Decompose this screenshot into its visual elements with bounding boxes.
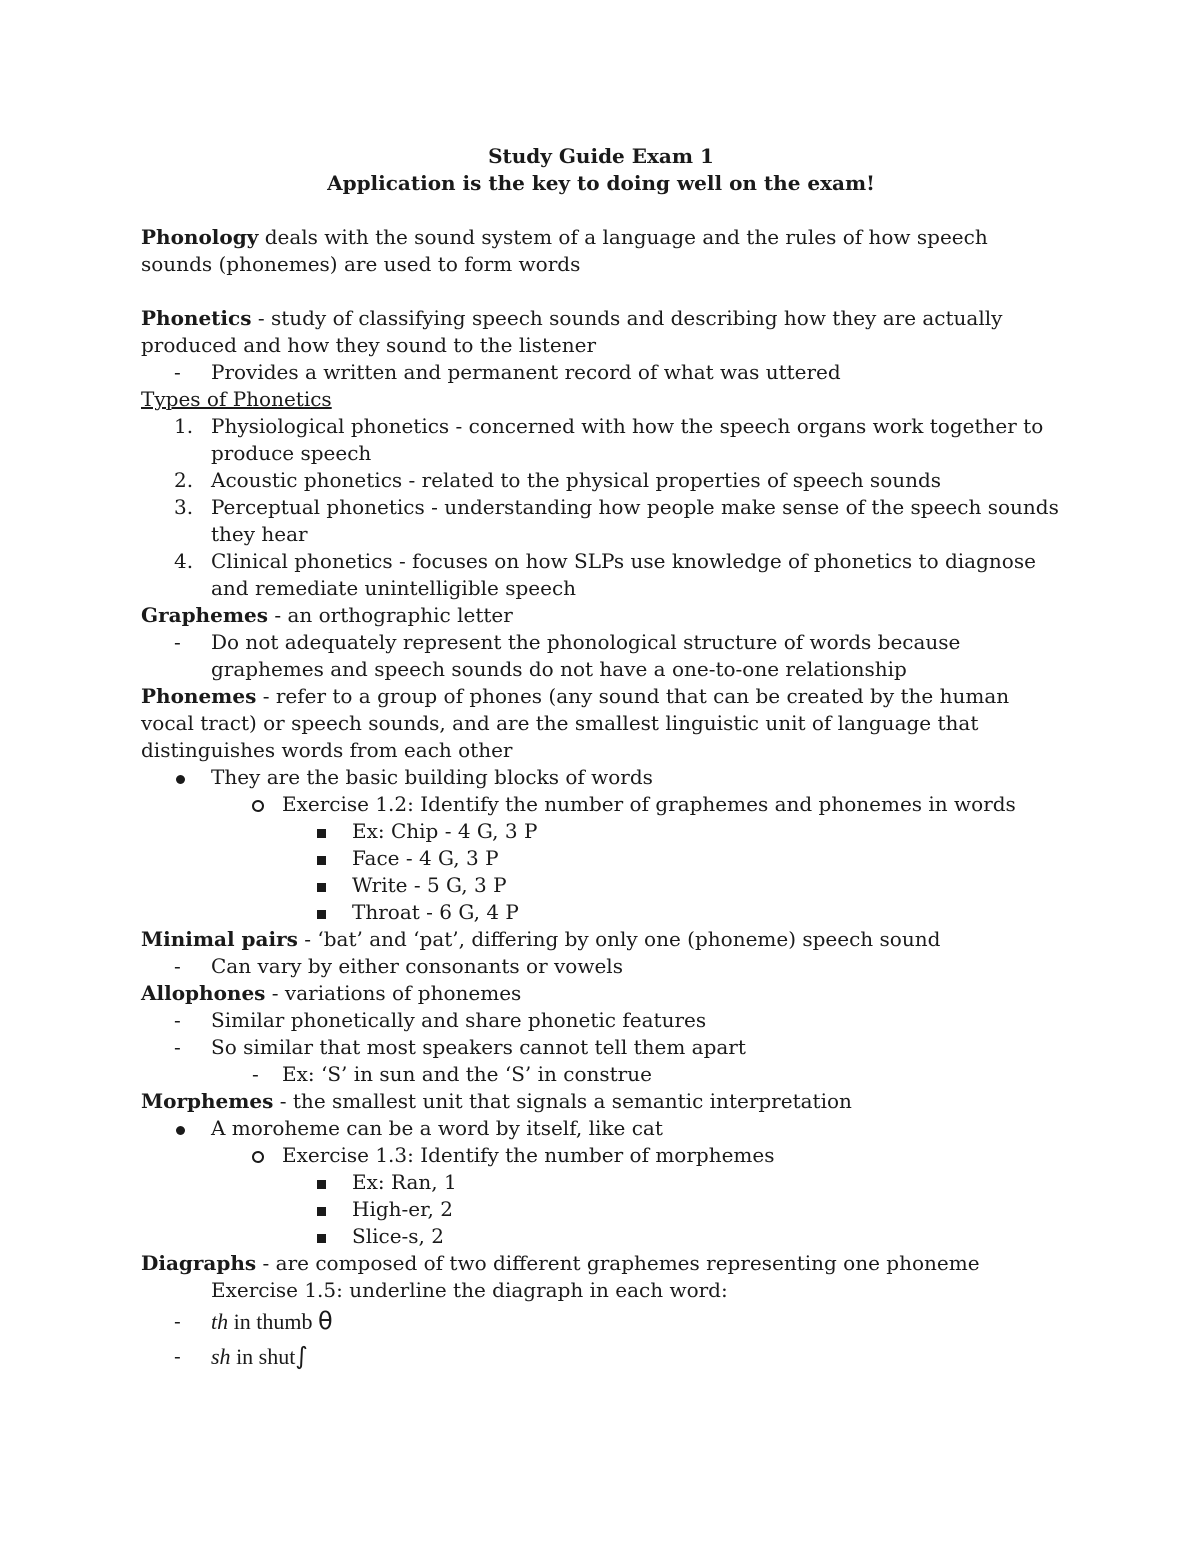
digraph-sh: sh bbox=[211, 1344, 231, 1369]
minimal-pairs-entry: Minimal pairs - ‘bat’ and ‘pat’, differing by only one (phoneme) speech sound bbox=[141, 927, 941, 951]
dash-marker: - bbox=[174, 954, 181, 978]
document-title: Study Guide Exam 1 bbox=[488, 144, 714, 168]
list-item: 4. Clinical phonetics - focuses on how SLPs use knowledge of phonetics to diagnose and remediate unintelligible speech bbox=[174, 549, 1036, 600]
document-subtitle: Application is the key to doing well on the exam! bbox=[327, 171, 875, 195]
number-marker: 2. bbox=[174, 468, 194, 492]
list-item: - sh in shut∫ bbox=[141, 1339, 1061, 1374]
dash-marker: - bbox=[174, 1008, 181, 1032]
dash-marker: - bbox=[174, 1344, 181, 1368]
bullet-square-icon bbox=[317, 1207, 326, 1216]
phonology-entry bbox=[141, 224, 1061, 278]
bullet-circle-icon bbox=[252, 800, 264, 812]
term-graphemes: Graphemes bbox=[141, 603, 268, 627]
term-diagraphs: Diagraphs bbox=[141, 1251, 257, 1275]
dash-marker: - bbox=[174, 1309, 181, 1333]
list-item: Ex: Chip - 4 G, 3 P bbox=[141, 818, 1061, 845]
list-item: - So similar that most speakers cannot tell them apart bbox=[174, 1035, 746, 1059]
bullet-square-icon bbox=[317, 856, 326, 865]
bullet-square-icon bbox=[317, 829, 326, 838]
dash-marker: - bbox=[174, 630, 181, 654]
list-item: - Similar phonetically and share phonetic features bbox=[174, 1008, 707, 1032]
list-item: - Ex: ‘S’ in sun and the ‘S’ in construe bbox=[252, 1062, 652, 1086]
dash-marker: - bbox=[174, 360, 181, 384]
list-item: 1. Physiological phonetics - concerned with how the speech organs work together to produce speech bbox=[174, 414, 1044, 465]
list-item: Face - 4 G, 3 P bbox=[141, 845, 1061, 872]
document-body bbox=[141, 143, 1061, 1374]
list-item: Slice-s, 2 bbox=[141, 1223, 1061, 1250]
types-of-phonetics-heading: Types of Phonetics bbox=[141, 387, 332, 411]
list-item: - Provides a written and permanent record of what was uttered bbox=[174, 360, 841, 384]
list-item: They are the basic building blocks of words bbox=[141, 764, 1061, 791]
morphemes-entry: Morphemes - the smallest unit that signals a semantic interpretation bbox=[141, 1089, 852, 1113]
list-item: High-er, 2 bbox=[141, 1196, 1061, 1223]
number-marker: 1. bbox=[174, 414, 194, 438]
list-item: 2. Acoustic phonetics - related to the physical properties of speech sounds bbox=[174, 468, 942, 492]
list-item: Exercise 1.2: Identify the number of graphemes and phonemes in words bbox=[141, 791, 1061, 818]
term-phonemes: Phonemes bbox=[141, 684, 257, 708]
list-item: Throat - 6 G, 4 P bbox=[141, 899, 1061, 926]
dash-marker: - bbox=[174, 1035, 181, 1059]
term-phonetics: Phonetics bbox=[141, 306, 252, 330]
term-morphemes: Morphemes bbox=[141, 1089, 274, 1113]
digraph-th: th bbox=[211, 1309, 229, 1334]
list-item: Ex: Ran, 1 bbox=[141, 1169, 1061, 1196]
term-phonology: Phonology bbox=[141, 225, 259, 249]
list-item: Exercise 1.3: Identify the number of morphemes bbox=[141, 1142, 1061, 1169]
bullet-disc-icon bbox=[176, 775, 185, 784]
list-item: - th in thumb θ bbox=[141, 1304, 1061, 1339]
phonetics-entry bbox=[141, 305, 1061, 359]
phonetics-definition: - study of classifying speech sounds and describing how they are actually produced and how they sound to the listener bbox=[141, 306, 1003, 357]
term-allophones: Allophones bbox=[141, 981, 266, 1005]
diagraphs-entry: Diagraphs - are composed of two different graphemes representing one phoneme bbox=[141, 1251, 980, 1275]
allophones-entry: Allophones - variations of phonemes bbox=[141, 981, 522, 1005]
theta-symbol: θ bbox=[317, 1307, 333, 1335]
list-item: Write - 5 G, 3 P bbox=[141, 872, 1061, 899]
term-minimal-pairs: Minimal pairs bbox=[141, 927, 298, 951]
list-item: A moroheme can be a word by itself, like cat bbox=[141, 1115, 1061, 1142]
bullet-square-icon bbox=[317, 910, 326, 919]
phonology-definition: deals with the sound system of a language and the rules of how speech sounds (phonemes) are used to form words bbox=[141, 225, 988, 276]
bullet-circle-icon bbox=[252, 1151, 264, 1163]
bullet-disc-icon bbox=[176, 1126, 185, 1135]
dash-marker: - bbox=[252, 1062, 259, 1086]
diagraph-exercise: Exercise 1.5: underline the diagraph in each word: bbox=[211, 1278, 728, 1302]
number-marker: 3. bbox=[174, 495, 194, 519]
esh-symbol: ∫ bbox=[295, 1342, 308, 1370]
phonemes-entry: Phonemes - refer to a group of phones (any sound that can be created by the human vocal tract) or speech sounds, and are the smallest linguistic unit of language that distinguishes words from each other bbox=[141, 684, 1010, 762]
list-item: 3. Perceptual phonetics - understanding how people make sense of the speech sounds they hear bbox=[174, 495, 1059, 546]
bullet-square-icon bbox=[317, 883, 326, 892]
bullet-square-icon bbox=[317, 1234, 326, 1243]
list-item: - Can vary by either consonants or vowels bbox=[174, 954, 623, 978]
bullet-square-icon bbox=[317, 1180, 326, 1189]
graphemes-entry: Graphemes - an orthographic letter bbox=[141, 603, 513, 627]
list-item: - Do not adequately represent the phonological structure of words because graphemes and speech sounds do not have a one-to-one relationship bbox=[174, 630, 961, 681]
number-marker: 4. bbox=[174, 549, 194, 573]
